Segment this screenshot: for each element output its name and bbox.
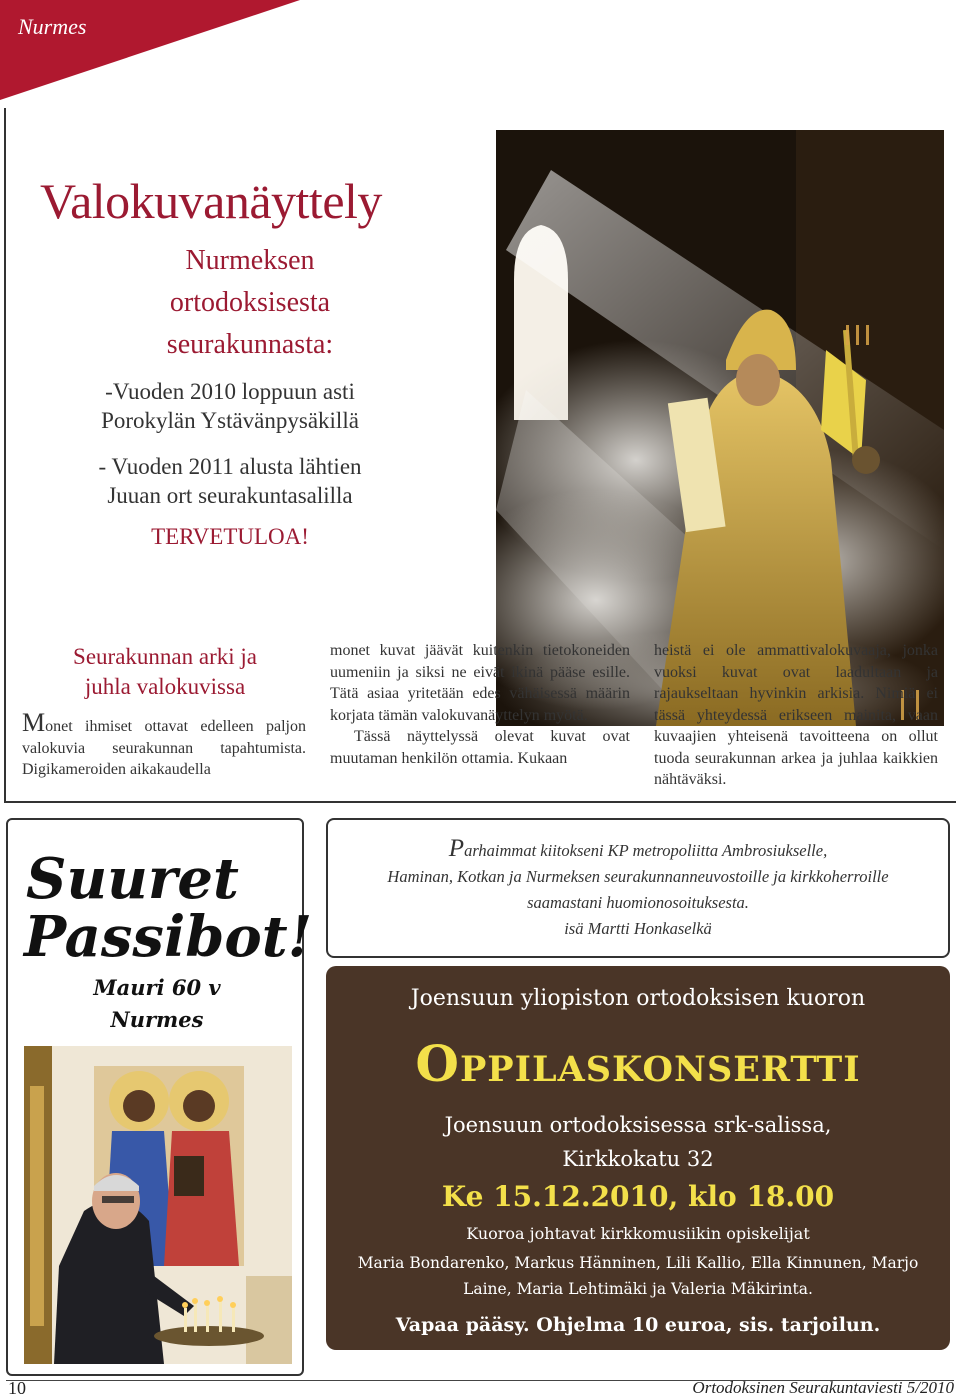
birthday-subtitle: Mauri 60 v Nurmes [93, 975, 221, 1032]
article-column-1: Monet ihmiset ottavat edelleen paljon valokuvia seurakunnan tapahtumista. Digikameroiden aikakaudella [22, 708, 306, 778]
article-column-3: heistä ei ole ammattivalokuvaaja, jonka vuoksi kuvat ovat laadultaan ja rajaukseltaan hyvinkin arkisia. Nimiä ei tässä yhteydessä erikseen mainita, vaan kuvaajien yhteisenä tavoitteena on ollut tuoda seurakunnan arkea ja juhlaa kaikkien nähtäväksi. [654, 642, 938, 788]
thanks-signature: isä Martti Honkaselkä [564, 919, 712, 938]
church-photo [496, 130, 944, 726]
concert-conductors-intro: Kuoroa johtavat kirkkomusiikin opiskelijat [466, 1224, 810, 1243]
section-tab-label: Nurmes [18, 14, 87, 39]
concert-organizer: Joensuun yliopiston ortodoksisen kuoron [410, 986, 866, 1011]
concert-conductors: Maria Bondarenko, Markus Hänninen, Lili Kallio, Ella Kinnunen, Marjo Laine, Maria Lehtimäki ja Valeria Mäkirinta. [357, 1254, 919, 1298]
birthday-photo-image [24, 1046, 292, 1364]
concert-venue: Joensuun ortodoksisessa srk-salissa, Kirkkokatu 32 [444, 1113, 832, 1171]
birthday-panel [6, 818, 313, 1376]
church-photo-image [496, 130, 944, 726]
concert-datetime: Ke 15.12.2010, klo 18.00 [441, 1180, 835, 1213]
publication-name: Ortodoksinen Seurakuntaviesti 5/2010 [692, 1378, 954, 1397]
drop-cap: M [22, 708, 46, 737]
welcome-text: TERVETULOA! [151, 524, 309, 549]
section-heading: Seurakunnan arki ja juhla valokuvissa [73, 644, 257, 699]
birthday-title: Suuret Passibot! [24, 846, 313, 970]
concert-title: Oppilaskonsertti [415, 1034, 861, 1093]
article-title: Valokuvanäyttely [40, 173, 382, 229]
location-1: -Vuoden 2010 loppuun asti Porokylän Ystävänpysäkillä [101, 379, 359, 433]
article-column-2: monet kuvat jäävät kuitenkin tietokoneiden uumeniin ja siksi ne eivät ikinä pääse esille. Tätä asiaa yritetään edes vähäisessä määrin korjata tämän valokuvanäyttelyn myötä. Tässä näyttelyssä olevat kuvat ovat muutaman henkilön ottamia. Kukaan [330, 642, 630, 767]
thanks-text: Parhaimmat kiitokseni KP metropoliitta Ambrosiukselle, Haminan, Kotkan ja Nurmeksen seurakunnanneuvostoille ja kirkkoherroille saamastani huomionosoituksesta. isä Martti Honkaselkä [328, 836, 948, 942]
page-number: 10 [8, 1378, 26, 1398]
birthday-photo [24, 1046, 292, 1364]
concert-admission: Vapaa pääsy. Ohjelma 10 euroa, sis. tarjoilun. [395, 1314, 881, 1336]
concert-panel [326, 966, 950, 1350]
article-subtitle: Nurmeksen ortodoksisesta seurakunnasta: [166, 245, 334, 360]
thanks-box [326, 818, 950, 958]
location-2: - Vuoden 2011 alusta lähtien Juuan ort seurakuntasalilla [98, 454, 362, 508]
